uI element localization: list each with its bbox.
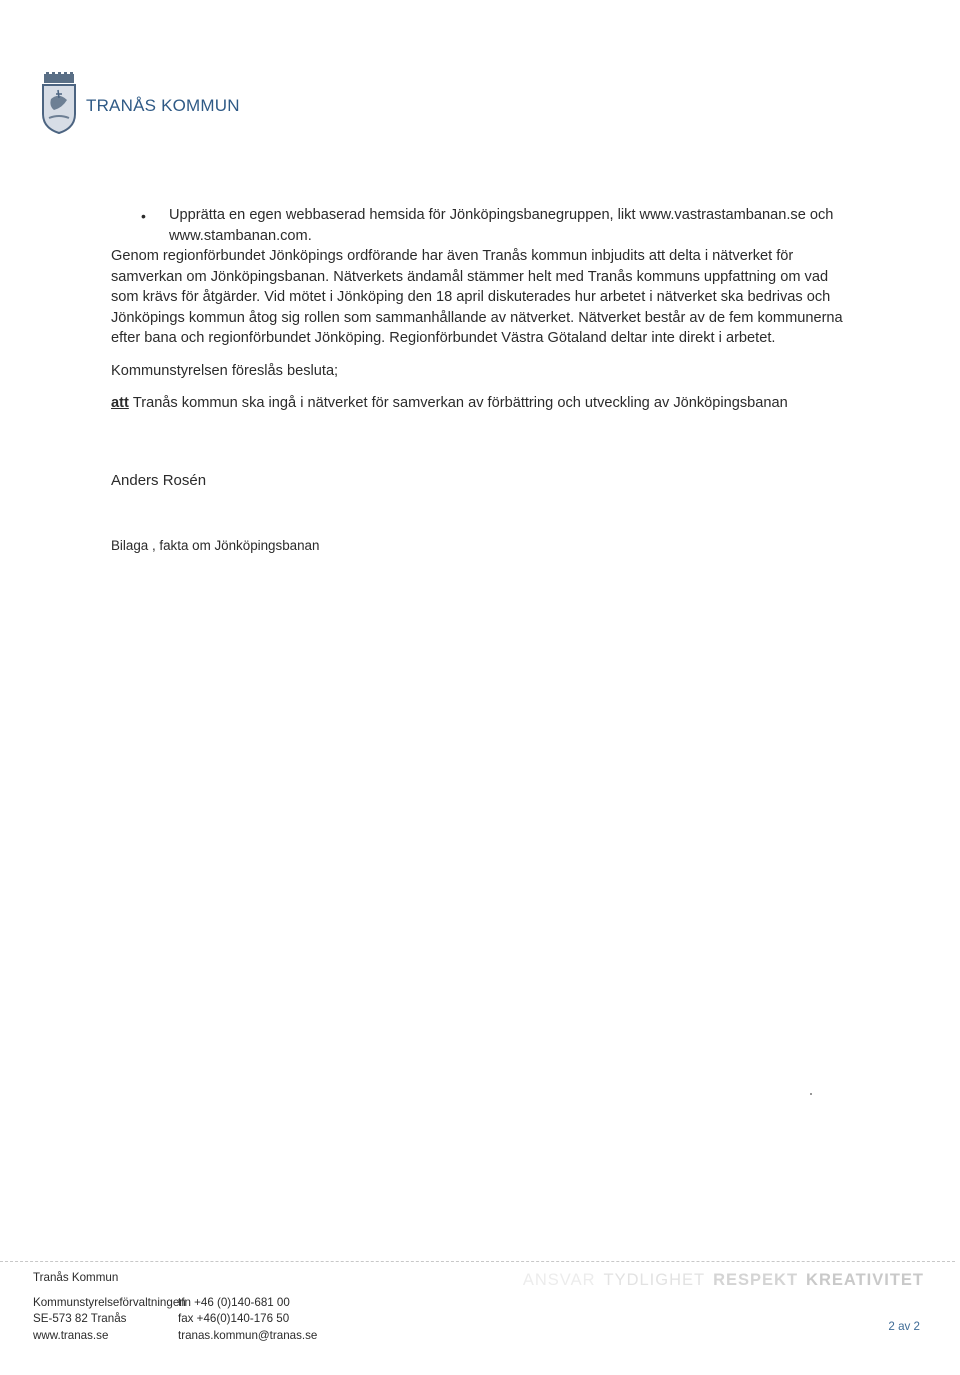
footer-org: Tranås Kommun [33,1271,119,1284]
signature-name: Anders Rosén [111,472,207,489]
letterhead [40,72,240,134]
bullet-text: Upprätta en egen webbaserad hemsida för Jönköpingsbanegruppen, likt www.vastrastambanan.se och www.stambanan.com. [169,207,834,244]
motion-keyword: att [111,395,129,411]
footer-email-link[interactable]: tranas.kommun@tranas.se [178,1328,318,1342]
letter-body [111,205,851,414]
scan-speck [810,1093,812,1095]
motion-line [111,393,851,414]
value-word: TYDLIGHET [603,1271,706,1289]
organization-name: TRANÅS KOMMUN [86,96,240,115]
footer-website-link[interactable]: www.tranas.se [33,1328,109,1342]
motion-text: Tranås kommun ska ingå i nätverket för samverkan av förbättring och utveckling av Jönköpingsbanan [132,395,788,411]
footer-address: SE-573 82 Tranås [33,1312,127,1325]
value-word: ANSVAR [522,1271,596,1289]
bullet-item [111,205,851,246]
footer-contact [33,1270,328,1344]
footer-grid [33,1295,328,1345]
attachment-note: Bilaga , fakta om Jönköpingsbanan [111,538,320,553]
footer-fax: fax +46(0)140-176 50 [178,1312,290,1325]
value-word: KREATIVITET [806,1271,924,1289]
coat-of-arms-icon [40,72,78,134]
bullet-dot-icon: • [141,208,146,224]
body-paragraph: Genom regionförbundet Jönköpings ordförande har även Tranås kommun inbjudits att delta i nätverket för samverkan om Jönköpingsbanan. Nätverkets ändamål stämmer helt med Tranås kommuns uppfattning om vad som krävs för åtgärder. Vid mötet i Jönköping den 18 april diskuterades hur arbetet i nätverket ska bedrivas och Jönköpings kommun åtog sig rollen som sammanhållande av nätverket. Nätverket består av de fem kommunerna efter bana och regionförbundet Jönköping. Regionförbundet Västra Götaland deltar inte direkt i arbetet. [111,248,843,346]
footer-phone: tfn +46 (0)140-681 00 [178,1295,290,1309]
core-values-banner [523,1271,924,1290]
page-number: 2 av 2 [888,1320,920,1333]
footer-divider [0,1261,955,1262]
proposal-line: Kommunstyrelsen föreslås besluta; [111,362,339,379]
footer-department: Kommunstyrelseförvaltningen [33,1295,186,1309]
value-word: RESPEKT [713,1271,799,1289]
